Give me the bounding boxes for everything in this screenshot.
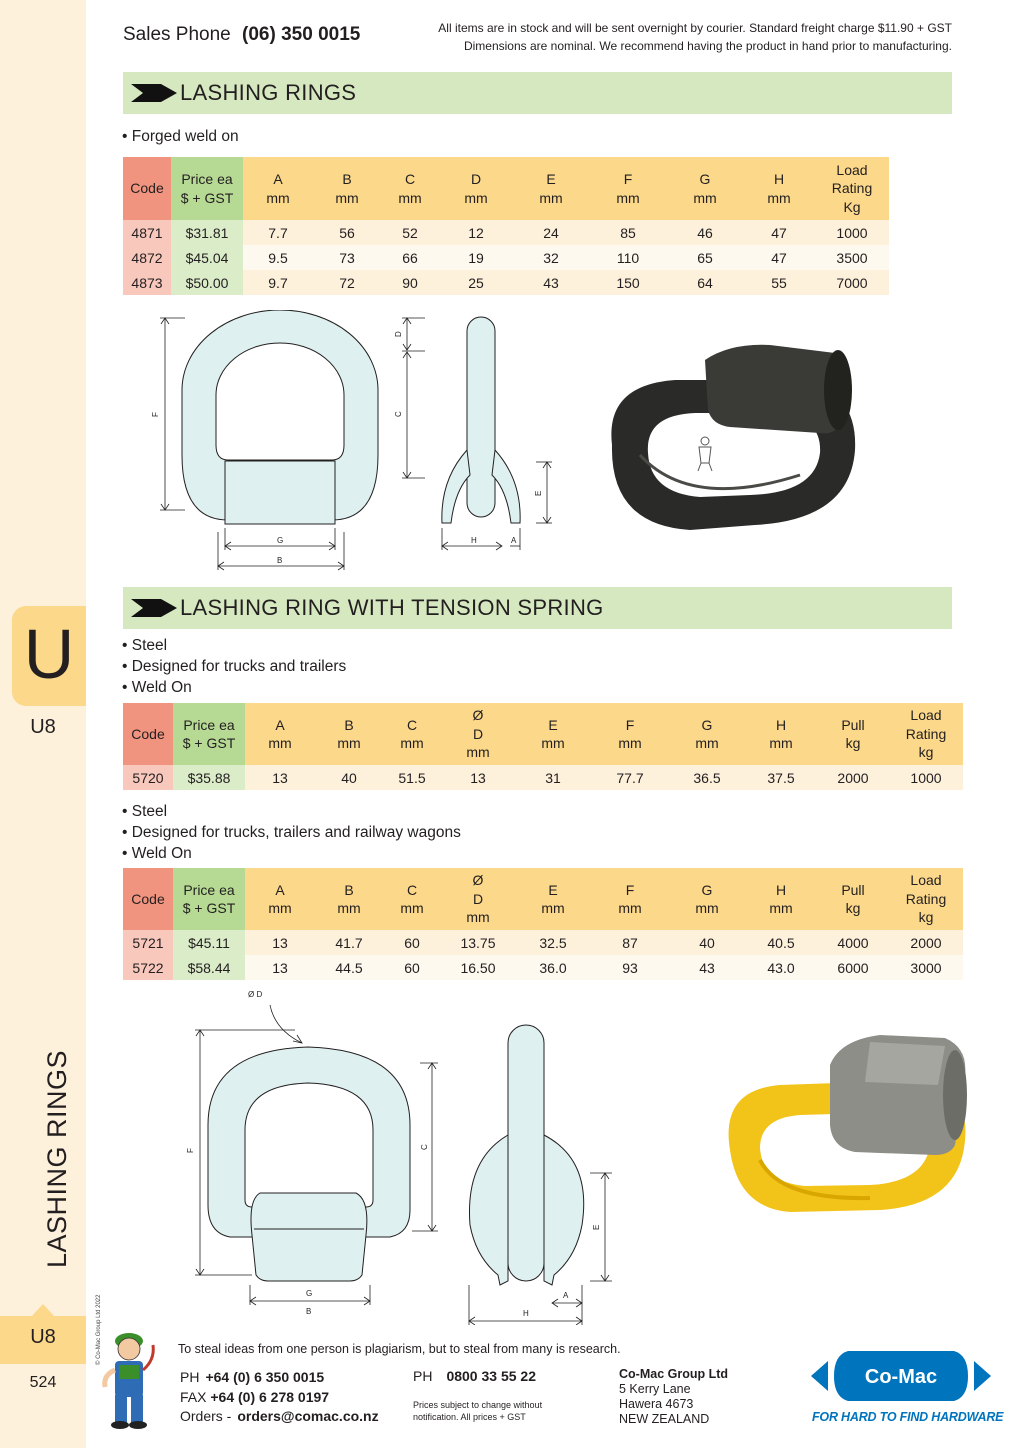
table-cell: 12 bbox=[439, 220, 513, 245]
page-code-top: U8 bbox=[30, 716, 56, 738]
tagline: FOR HARD TO FIND HARDWARE bbox=[812, 1410, 1004, 1424]
freephone-number[interactable]: 0800 33 55 22 bbox=[446, 1368, 536, 1384]
column-header: F mm bbox=[591, 703, 669, 765]
table-cell: 3500 bbox=[815, 245, 889, 270]
column-header: Load Rating kg bbox=[889, 703, 963, 765]
dim-label-f: F bbox=[186, 1148, 195, 1153]
column-header: C mm bbox=[381, 157, 439, 220]
orders-email-link[interactable]: orders@comac.co.nz bbox=[237, 1408, 379, 1424]
table-cell: 1000 bbox=[815, 220, 889, 245]
bullet-list-2b bbox=[122, 802, 461, 864]
lashing-ring-photo bbox=[600, 335, 865, 545]
table-cell: 41.7 bbox=[315, 930, 383, 955]
table-cell: 9.5 bbox=[243, 245, 313, 270]
dim-label-a: A bbox=[563, 1291, 569, 1300]
phone-line bbox=[180, 1368, 379, 1388]
table-row[interactable] bbox=[123, 765, 963, 790]
bullet-item: • Designed for trucks, trailers and railway wagons bbox=[122, 823, 461, 841]
table-cell: 9.7 bbox=[243, 270, 313, 295]
dim-label-d: D bbox=[394, 331, 403, 337]
table-cell: 36.5 bbox=[669, 765, 745, 790]
column-header: E mm bbox=[513, 157, 589, 220]
table-cell: 43 bbox=[513, 270, 589, 295]
tension-spring-ring-diagram bbox=[180, 985, 620, 1325]
bullet-item: • Weld On bbox=[122, 844, 192, 862]
price-cell: $50.00 bbox=[171, 270, 243, 295]
table-cell: 13 bbox=[245, 765, 315, 790]
table-cell: 60 bbox=[383, 955, 441, 980]
table-cell: 40 bbox=[315, 765, 383, 790]
table-header-row bbox=[123, 157, 889, 220]
column-header: Ø D mm bbox=[441, 703, 515, 765]
table-cell: 51.5 bbox=[383, 765, 441, 790]
table-cell: 150 bbox=[589, 270, 667, 295]
column-header: Code bbox=[123, 157, 171, 220]
column-header: Ø D mm bbox=[441, 868, 515, 930]
column-header: A mm bbox=[245, 868, 315, 930]
logo-text: Co-Mac bbox=[864, 1366, 938, 1388]
dim-label-f: F bbox=[151, 412, 160, 417]
column-header: Pull kg bbox=[817, 703, 889, 765]
table-cell: 46 bbox=[667, 220, 743, 245]
orders-line bbox=[180, 1407, 379, 1427]
sales-phone bbox=[123, 24, 360, 46]
dim-label-g: G bbox=[277, 536, 284, 545]
section-banner-lashing-rings bbox=[123, 72, 952, 114]
dim-label-e: E bbox=[592, 1224, 601, 1230]
table-cell: 60 bbox=[383, 930, 441, 955]
table-cell: 66 bbox=[381, 245, 439, 270]
product-code: 5721 bbox=[123, 930, 173, 955]
table-cell: 40.5 bbox=[745, 930, 817, 955]
dim-label-h: H bbox=[471, 536, 477, 545]
bullet-list-2a bbox=[122, 636, 346, 698]
column-header: C mm bbox=[383, 868, 441, 930]
table-cell: 16.50 bbox=[441, 955, 515, 980]
table-cell: 85 bbox=[589, 220, 667, 245]
sales-phone-number[interactable]: (06) 350 0015 bbox=[242, 24, 361, 45]
table-cell: 19 bbox=[439, 245, 513, 270]
page-code-notch bbox=[32, 1304, 54, 1316]
column-header: F mm bbox=[589, 157, 667, 220]
company-name: Co-Mac Group Ltd bbox=[619, 1367, 729, 1381]
column-header: Price ea $ + GST bbox=[173, 868, 245, 930]
dim-label-h: H bbox=[523, 1309, 529, 1318]
bullet-item: • Designed for trucks and trailers bbox=[122, 657, 347, 675]
phone-label: PH bbox=[180, 1369, 200, 1385]
column-header: B mm bbox=[313, 157, 381, 220]
column-header: C mm bbox=[383, 703, 441, 765]
product-code: 4873 bbox=[123, 270, 171, 295]
spec-table-tension-spring-5721 bbox=[123, 868, 963, 980]
price-cell: $35.88 bbox=[173, 765, 245, 790]
dim-label-b: B bbox=[306, 1307, 312, 1316]
address-line: Hawera 4673 bbox=[619, 1397, 694, 1411]
copyright-notice: © Co-Mac Group Ltd 2022 bbox=[96, 1294, 102, 1365]
bullet-list-1 bbox=[122, 127, 239, 148]
product-code: 4871 bbox=[123, 220, 171, 245]
table-cell: 43.0 bbox=[745, 955, 817, 980]
table-cell: 24 bbox=[513, 220, 589, 245]
sales-phone-label: Sales Phone bbox=[123, 24, 231, 45]
table-cell: 31 bbox=[515, 765, 591, 790]
page-code-bottom: U8 bbox=[30, 1326, 56, 1348]
table-cell: 47 bbox=[743, 245, 815, 270]
product-code: 5722 bbox=[123, 955, 173, 980]
phone-number[interactable]: +64 (0) 6 350 0015 bbox=[205, 1369, 325, 1385]
column-header: B mm bbox=[315, 868, 383, 930]
table-cell: 2000 bbox=[817, 765, 889, 790]
dim-label-c: C bbox=[394, 411, 403, 417]
dim-label-a: A bbox=[511, 536, 517, 545]
column-header: H mm bbox=[745, 868, 817, 930]
table-row[interactable] bbox=[123, 955, 963, 980]
price-note-line: notification. All prices + GST bbox=[413, 1412, 526, 1422]
table-row[interactable] bbox=[123, 220, 889, 245]
company-address bbox=[619, 1367, 728, 1427]
table-cell: 36.0 bbox=[515, 955, 591, 980]
orders-label: Orders - bbox=[180, 1408, 232, 1424]
column-header: Load Rating kg bbox=[889, 868, 963, 930]
column-header: D mm bbox=[439, 157, 513, 220]
table-cell: 55 bbox=[743, 270, 815, 295]
bullet-item: • Steel bbox=[122, 803, 168, 820]
table-cell: 2000 bbox=[889, 930, 963, 955]
product-code: 4872 bbox=[123, 245, 171, 270]
section-title: LASHING RINGS bbox=[180, 80, 357, 105]
table-cell: 32 bbox=[513, 245, 589, 270]
address-line: 5 Kerry Lane bbox=[619, 1382, 691, 1396]
table-cell: 110 bbox=[589, 245, 667, 270]
table-cell: 56 bbox=[313, 220, 381, 245]
table-cell: 72 bbox=[313, 270, 381, 295]
fax-label: FAX bbox=[180, 1388, 207, 1405]
table-cell: 7000 bbox=[815, 270, 889, 295]
column-header: H mm bbox=[745, 703, 817, 765]
table-cell: 1000 bbox=[889, 765, 963, 790]
price-cell: $45.04 bbox=[171, 245, 243, 270]
contact-block bbox=[180, 1368, 379, 1427]
table-cell: 73 bbox=[313, 245, 381, 270]
table-cell: 40 bbox=[669, 930, 745, 955]
fax-number: +64 (0) 6 278 0197 bbox=[210, 1388, 330, 1405]
spec-table-lashing-rings bbox=[123, 157, 889, 295]
table-cell: 90 bbox=[381, 270, 439, 295]
address-line: NEW ZEALAND bbox=[619, 1412, 710, 1426]
table-cell: 44.5 bbox=[315, 955, 383, 980]
table-cell: 32.5 bbox=[515, 930, 591, 955]
table-cell: 65 bbox=[667, 245, 743, 270]
column-header: Load Rating Kg bbox=[815, 157, 889, 220]
table-cell: 13 bbox=[245, 930, 315, 955]
comac-logo[interactable] bbox=[808, 1345, 994, 1407]
table-cell: 4000 bbox=[817, 930, 889, 955]
table-cell: 43 bbox=[669, 955, 745, 980]
table-cell: 13 bbox=[441, 765, 515, 790]
product-code: 5720 bbox=[123, 765, 173, 790]
table-cell: 64 bbox=[667, 270, 743, 295]
bullet-item: • Steel bbox=[122, 637, 168, 654]
table-header-row bbox=[123, 703, 963, 765]
footer-quote: To steal ideas from one person is plagiarism, but to steal from many is research. bbox=[178, 1342, 621, 1356]
dim-label-od: Ø D bbox=[248, 990, 263, 999]
page-number: 524 bbox=[29, 1374, 57, 1391]
section-title: LASHING RING WITH TENSION SPRING bbox=[180, 595, 604, 620]
column-header: E mm bbox=[515, 868, 591, 930]
section-banner-tension-spring bbox=[123, 587, 952, 629]
column-header: G mm bbox=[667, 157, 743, 220]
freephone-label: PH bbox=[413, 1368, 433, 1384]
freight-note: All items are in stock and will be sent overnight by courier. Standard freight charge $11.90 + GST bbox=[438, 21, 952, 35]
fax-line bbox=[180, 1388, 379, 1408]
table-cell: 77.7 bbox=[591, 765, 669, 790]
table-cell: 13 bbox=[245, 955, 315, 980]
column-header: E mm bbox=[515, 703, 591, 765]
table-cell: 6000 bbox=[817, 955, 889, 980]
column-header: Code bbox=[123, 868, 173, 930]
column-header: Price ea $ + GST bbox=[173, 703, 245, 765]
column-header: G mm bbox=[669, 868, 745, 930]
dim-label-g: G bbox=[306, 1289, 313, 1298]
price-note-line: Prices subject to change without bbox=[413, 1400, 543, 1410]
section-tab-letter: U bbox=[23, 615, 75, 693]
dim-label-c: C bbox=[420, 1144, 429, 1150]
table-row[interactable] bbox=[123, 245, 889, 270]
dimensions-note: Dimensions are nominal. We recommend having the product in hand prior to manufacturing. bbox=[463, 39, 952, 53]
table-cell: 13.75 bbox=[441, 930, 515, 955]
table-cell: 93 bbox=[591, 955, 669, 980]
freephone-line bbox=[413, 1368, 536, 1384]
mascot-icon bbox=[95, 1325, 163, 1430]
header-notes bbox=[438, 19, 952, 55]
dim-label-b: B bbox=[277, 556, 283, 565]
bullet-item: • Forged weld on bbox=[122, 128, 239, 145]
table-cell: 52 bbox=[381, 220, 439, 245]
column-header: Pull kg bbox=[817, 868, 889, 930]
column-header: H mm bbox=[743, 157, 815, 220]
table-row[interactable] bbox=[123, 270, 889, 295]
column-header: Code bbox=[123, 703, 173, 765]
tension-spring-ring-photo bbox=[720, 1030, 975, 1220]
table-header-row bbox=[123, 868, 963, 930]
table-cell: 87 bbox=[591, 930, 669, 955]
arrow-icon bbox=[131, 84, 177, 102]
lashing-ring-diagram bbox=[140, 310, 580, 575]
table-cell: 3000 bbox=[889, 955, 963, 980]
table-cell: 7.7 bbox=[243, 220, 313, 245]
price-cell: $45.11 bbox=[173, 930, 245, 955]
column-header: A mm bbox=[245, 703, 315, 765]
column-header: F mm bbox=[591, 868, 669, 930]
column-header: Price ea $ + GST bbox=[171, 157, 243, 220]
price-note bbox=[413, 1399, 542, 1423]
spec-table-tension-spring-5720 bbox=[123, 703, 963, 790]
column-header: G mm bbox=[669, 703, 745, 765]
column-header: A mm bbox=[243, 157, 313, 220]
column-header: B mm bbox=[315, 703, 383, 765]
arrow-icon bbox=[131, 599, 177, 617]
table-row[interactable] bbox=[123, 930, 963, 955]
price-cell: $31.81 bbox=[171, 220, 243, 245]
table-cell: 25 bbox=[439, 270, 513, 295]
table-cell: 37.5 bbox=[745, 765, 817, 790]
price-cell: $58.44 bbox=[173, 955, 245, 980]
bullet-item: • Weld On bbox=[122, 678, 192, 696]
sidebar-section-title: LASHING RINGS bbox=[42, 1049, 72, 1268]
dim-label-e: E bbox=[534, 490, 543, 496]
table-cell: 47 bbox=[743, 220, 815, 245]
